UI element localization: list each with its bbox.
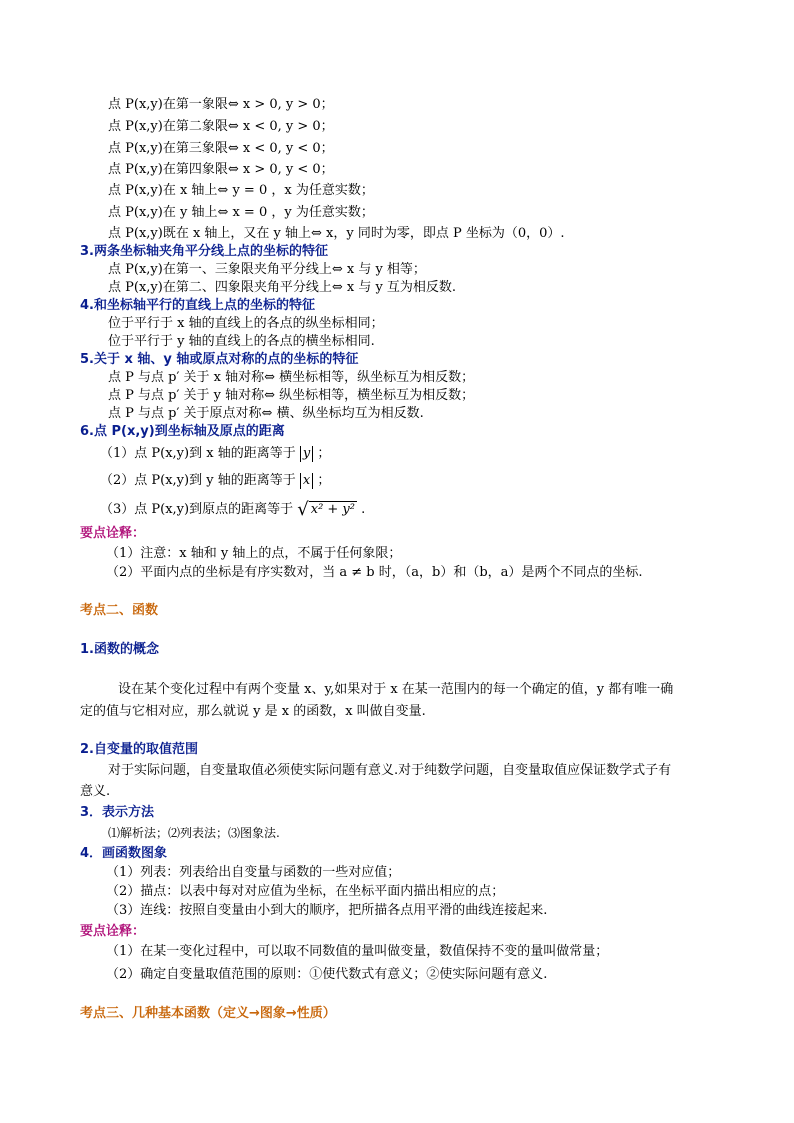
distance-x-text: （1）点 P(x,y)到 x 轴的距离等于 xyxy=(100,446,296,461)
radical-sign: √ xyxy=(297,499,309,520)
function-definition-2: 定的值与它相对应，那么就说 y 是 x 的函数，x 叫做自变量. xyxy=(80,704,426,719)
symmetry-origin-rule: 点 P 与点 p′ 关于原点对称⇔ 横、纵坐标均互为相反数. xyxy=(108,406,424,421)
distance-origin-text: （3）点 P(x,y)到原点的距离等于 xyxy=(100,502,294,517)
y-axis-rule: 点 P(x,y)在 y 轴上⇔ x = 0 ，y 为任意实数； xyxy=(108,205,374,220)
quadrant-2-rule: 点 P(x,y)在第二象限⇔ x < 0, y > 0； xyxy=(108,119,334,134)
parallel-x-rule: 位于平行于 x 轴的直线上的各点的纵坐标相同； xyxy=(108,316,384,331)
distance-y-text: （2）点 P(x,y)到 y 轴的距离等于 xyxy=(100,473,296,488)
bisector-1-3-rule: 点 P(x,y)在第一、三象限夹角平分线上⇔ x 与 y 相等； xyxy=(108,262,426,277)
bisector-2-4-rule: 点 P(x,y)在第二、四象限夹角平分线上⇔ x 与 y 互为相反数. xyxy=(108,280,457,295)
distance-y-line xyxy=(100,472,330,490)
heading-function-concept: 1.函数的概念 xyxy=(80,642,159,657)
representation-methods: ⑴解析法；⑵列表法；⑶图象法. xyxy=(108,826,280,840)
quadrant-4-rule: 点 P(x,y)在第四象限⇔ x > 0, y < 0； xyxy=(108,162,334,177)
note-axis-points: （1）注意：x 轴和 y 轴上的点，不属于任何象限； xyxy=(106,546,402,561)
heading-draw-graph: 4．画函数图象 xyxy=(80,846,168,861)
x-axis-rule: 点 P(x,y)在 x 轴上⇔ y = 0 ，x 为任意实数； xyxy=(108,183,374,198)
symmetry-x-rule: 点 P 与点 p′ 关于 x 轴对称⇔ 横坐标相等，纵坐标互为相反数； xyxy=(108,370,475,385)
quadrant-1-rule: 点 P(x,y)在第一象限⇔ x > 0, y > 0； xyxy=(108,97,334,112)
section-3-title: 考点三、几种基本函数（定义→图象→性质） xyxy=(80,1006,336,1021)
key-points-label-1: 要点诠释： xyxy=(80,526,146,541)
distance-x-end: ； xyxy=(317,446,331,461)
abs-x: x xyxy=(300,473,313,489)
distance-origin-line xyxy=(100,501,365,519)
distance-origin-end: . xyxy=(361,502,366,517)
heading-bisector: 3.两条坐标轴夹角平分线上点的坐标的特征 xyxy=(80,244,328,259)
sqrt-expression xyxy=(297,501,357,519)
function-definition-1: 设在某个变化过程中有两个变量 x、y,如果对于 x 在某一范围内的每一个确定的值，y 都有唯一确 xyxy=(118,682,674,697)
note-domain-principle: （2）确定自变量取值范围的原则：①使代数式有意义；②使实际问题有意义. xyxy=(106,967,548,982)
domain-text-2: 意义. xyxy=(80,784,111,799)
heading-parallel: 4.和坐标轴平行的直线上点的坐标的特征 xyxy=(80,298,315,313)
heading-symmetry: 5.关于 x 轴、y 轴或原点对称的点的坐标的特征 xyxy=(80,352,359,367)
heading-distance: 6.点 P(x,y)到坐标轴及原点的距离 xyxy=(80,424,285,439)
heading-representation: 3．表示方法 xyxy=(80,805,155,820)
symmetry-y-rule: 点 P 与点 p′ 关于 y 轴对称⇔ 纵坐标相等，横坐标互为相反数； xyxy=(108,388,475,403)
distance-y-end: ； xyxy=(317,473,331,488)
step-plot: （2）描点：以表中每对对应值为坐标，在坐标平面内描出相应的点； xyxy=(106,884,505,899)
key-points-label-2: 要点诠释： xyxy=(80,924,146,939)
step-connect: （3）连线：按照自变量由小到大的顺序，把所描各点用平滑的曲线连接起来. xyxy=(106,903,548,918)
quadrant-3-rule: 点 P(x,y)在第三象限⇔ x < 0, y < 0； xyxy=(108,141,334,156)
radicand: x² + y² xyxy=(310,502,355,517)
domain-text-1: 对于实际问题，自变量取值必须使实际问题有意义.对于纯数学问题，自变量取值应保证数学式子有 xyxy=(108,763,672,778)
heading-domain: 2.自变量的取值范围 xyxy=(80,742,198,757)
section-2-title: 考点二、函数 xyxy=(80,603,159,618)
abs-y: y xyxy=(300,446,313,462)
parallel-y-rule: 位于平行于 y 轴的直线上的各点的横坐标相同. xyxy=(108,334,375,349)
note-variable-constant: （1）在某一变化过程中，可以取不同数值的量叫做变量，数值保持不变的量叫做常量； xyxy=(106,944,609,959)
step-list: （1）列表：列表给出自变量与函数的一些对应值； xyxy=(106,865,401,880)
distance-x-line xyxy=(100,445,330,463)
note-ordered-pair: （2）平面内点的坐标是有序实数对，当 a ≠ b 时，（a，b）和（b，a）是两个不同点的坐标. xyxy=(106,565,643,580)
origin-rule: 点 P(x,y)既在 x 轴上，又在 y 轴上⇔ x，y 同时为零，即点 P 坐标为（0，0）. xyxy=(108,226,565,241)
